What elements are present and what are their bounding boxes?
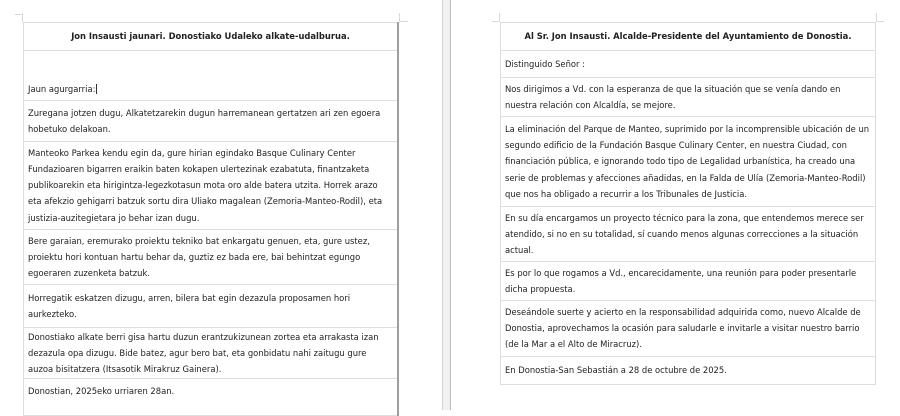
letter-paragraph[interactable]: La eliminación del Parque de Manteo, suprimido por la incomprensible ubicación de un segundo edificio de la Fundación Basque Culinary Center, en nuestra Ciudad, con financiación pública, e ignorando todo tipo de Legalidad urbanística, ha creado una serie de problemas y afecciones añadidas, en la Falda de Ulía (Zemoria-Manteo-Rodil) que nos ha obligado a recurrir a los Tribunales de Justicia.: [501, 117, 876, 206]
crop-mark: [499, 13, 500, 22]
table-row: [501, 301, 876, 356]
table-row: [501, 78, 876, 117]
letter-paragraph[interactable]: Es por lo que rogamos a Vd., encarecidamente, una reunión para poder presentarle dicha propuesta.: [501, 262, 876, 301]
table-row: [501, 23, 876, 51]
letter-paragraph[interactable]: En su día encargamos un proyecto técnico para la zona, que entendemos merece ser atendido, si no en su totalidad, sí cuando menos algunas correcciones a la situación actual.: [501, 206, 876, 261]
letter-paragraph[interactable]: Donostiako alkate berri gisa hartu duzun erantzukizunean zortea eta arrakasta izan dezazula opa dizugu. Bide batez, agur bero bat, eta gonbidatu nahi zaitugu gure auzoa bisitatzera (Itsasotik Mirakruz Gainera).: [24, 328, 399, 379]
pane-splitter[interactable]: [442, 0, 451, 410]
table-row: [24, 51, 399, 101]
letter-paragraph[interactable]: Deseándole suerte y acierto en la responsabilidad adquirida como, nuevo Alcalde de Donostia, aprovechamos la ocasión para saludarle e invitarle a visitar nuestro barrio (de la Mar a el Alto de Miracruz).: [501, 301, 876, 356]
table-row: [24, 142, 399, 229]
letter-greeting[interactable]: [24, 51, 399, 101]
right-document-pane: [451, 0, 900, 410]
table-row: [24, 328, 399, 379]
table-row: [501, 117, 876, 206]
letter-title[interactable]: Jon Insausti jaunari. Donostiako Udaleko alkate-udalburua.: [24, 23, 399, 51]
table-row: [501, 206, 876, 261]
table-row: [501, 51, 876, 78]
table-row: [24, 229, 399, 284]
crop-mark: [22, 13, 23, 22]
letter-greeting[interactable]: Distinguido Señor :: [501, 51, 876, 78]
table-row: [501, 262, 876, 301]
basque-letter-table: [23, 22, 399, 416]
letter-date[interactable]: En Donostia-San Sebastián a 28 de octubre de 2025.: [501, 356, 876, 384]
table-row: [24, 101, 399, 142]
letter-paragraph[interactable]: Zuregana jotzen dugu, Alkatetzarekin dugun harremanean gertatzen ari zen egoera hobetuko delakoan.: [24, 101, 399, 142]
crop-mark: [400, 21, 408, 22]
greeting-text: Jaun agurgarria:: [28, 83, 96, 94]
table-row: [501, 356, 876, 384]
crop-mark: [876, 21, 884, 22]
left-document-pane: [0, 0, 442, 410]
letter-paragraph[interactable]: Horregatik eskatzen dizugu, arren, bilera bat egin dezazula proposamen hori aurkezteko.: [24, 284, 399, 327]
letter-paragraph[interactable]: Manteoko Parkea kendu egin da, gure hirian egindako Basque Culinary Center Fundazioaren bigarren eraikin baten kokapen ulertezinak ezabatuta, finantzaketa publikoarekin eta hirigintza-legezkotasun mota oro alde batera utzita. Horrek arazo eta afekzio gehigarri batzuk sortu dira Uliako magalean (Zemoria-Manteo-Rodil), eta justizia-auzitegietara jo behar izan dugu.: [24, 142, 399, 229]
table-row: [24, 379, 399, 416]
letter-title[interactable]: Al Sr. Jon Insausti. Alcalde-Presidente del Ayuntamiento de Donostia.: [501, 23, 876, 51]
table-row: [24, 23, 399, 51]
table-row: [24, 284, 399, 327]
letter-paragraph[interactable]: Bere garaian, eremurako proiektu tekniko bat enkargatu genuen, eta, gure ustez, proiektu hori kontuan hartu behar da, guztiz ez bada ere, bai behintzat egungo egoeraren zuzenketa batzuk.: [24, 229, 399, 284]
text-cursor: [96, 84, 97, 94]
letter-paragraph[interactable]: Nos dirigimos a Vd. con la esperanza de que la situación que se venía dando en nuestra relación con Alcaldía, se mejore.: [501, 78, 876, 117]
spanish-letter-table: [500, 22, 876, 385]
letter-date[interactable]: Donostian, 2025eko urriaren 28an.: [24, 379, 399, 416]
